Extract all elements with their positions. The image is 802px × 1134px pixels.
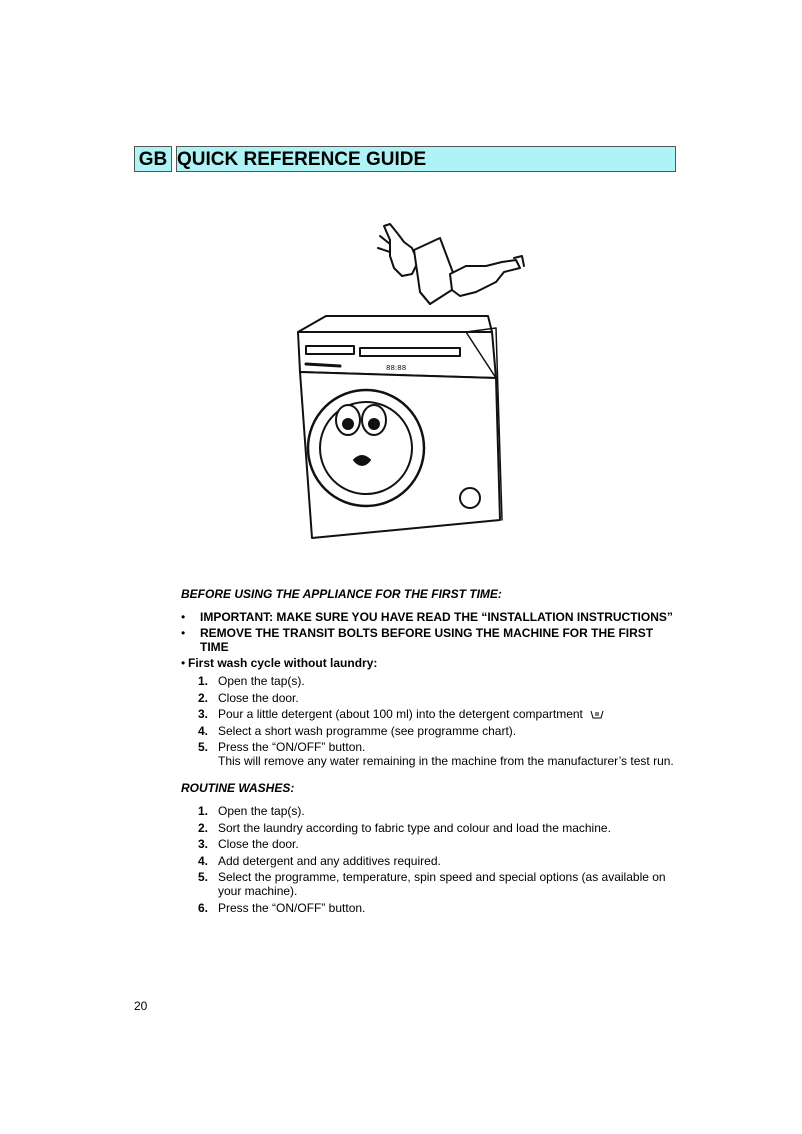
step-text: Press the “ON/OFF” button. <box>218 740 366 754</box>
step-number: 6. <box>198 900 209 915</box>
step-number: 2. <box>198 690 209 705</box>
list-item <box>181 901 681 915</box>
before-first-use-title: BEFORE USING THE APPLIANCE FOR THE FIRST TIME: <box>181 587 502 601</box>
step-text: Pour a little detergent (about 100 ml) into the detergent compartment <box>218 707 583 721</box>
instructions-content <box>181 587 681 917</box>
right-hand-icon <box>450 260 520 296</box>
bullet-text: IMPORTANT: MAKE SURE YOU HAVE READ THE “INSTALLATION INSTRUCTIONS” <box>200 610 673 624</box>
washing-machine-illustration <box>290 220 530 545</box>
step-text: Select the programme, temperature, spin speed and special options (as available on your machine). <box>218 870 666 898</box>
list-item <box>181 854 681 868</box>
first-wash-steps <box>181 674 681 768</box>
step-text: Add detergent and any additives required. <box>218 853 441 868</box>
main-wash-compartment-icon <box>590 710 604 720</box>
list-item <box>181 870 681 898</box>
step-number: 3. <box>198 837 209 851</box>
step-subtext: This will remove any water remaining in the machine from the manufacturer’s test run. <box>218 754 674 768</box>
routine-steps <box>181 804 681 915</box>
step-text: Sort the laundry according to fabric type and colour and load the machine. <box>218 820 611 835</box>
list-item <box>181 674 681 688</box>
step-number: 2. <box>198 820 209 835</box>
step-text: Press the “ON/OFF” button. <box>218 900 366 915</box>
step-text: Open the tap(s). <box>218 674 305 688</box>
bullet-item <box>181 656 681 670</box>
step-number: 3. <box>198 707 209 721</box>
panel-display: 88:88 <box>386 364 407 372</box>
bullet-dot-icon: • <box>181 610 186 624</box>
page-number: 20 <box>134 999 148 1013</box>
bullet-text: First wash cycle without laundry: <box>188 656 378 670</box>
step-number: 1. <box>198 674 209 688</box>
list-item <box>181 821 681 835</box>
step-number: 5. <box>198 740 209 754</box>
step-text: Select a short wash programme (see programme chart). <box>218 723 517 738</box>
step-number: 1. <box>198 804 209 818</box>
step-text: Open the tap(s). <box>218 804 305 818</box>
step-number: 5. <box>198 870 209 884</box>
bullet-dot-icon: • <box>181 656 186 670</box>
bullet-item <box>181 610 681 624</box>
step-number: 4. <box>198 723 209 738</box>
step-number: 4. <box>198 853 209 868</box>
bullet-text: REMOVE THE TRANSIT BOLTS BEFORE USING THE MACHINE FOR THE FIRST TIME <box>200 626 654 654</box>
drain-knob-icon <box>460 488 480 508</box>
bullet-dot-icon: • <box>181 626 186 640</box>
list-item <box>181 804 681 818</box>
list-item <box>181 740 681 768</box>
routine-washes-title: ROUTINE WASHES: <box>181 781 295 795</box>
page-title: QUICK REFERENCE GUIDE <box>176 146 676 172</box>
list-item <box>181 691 681 705</box>
step-text: Close the door. <box>218 690 299 705</box>
bullet-item <box>181 626 681 654</box>
list-item <box>181 837 681 851</box>
step-text: Close the door. <box>218 837 299 851</box>
country-code-label: GB <box>134 146 172 172</box>
list-item <box>181 724 681 738</box>
left-hand-icon <box>384 224 418 276</box>
list-item <box>181 707 681 721</box>
